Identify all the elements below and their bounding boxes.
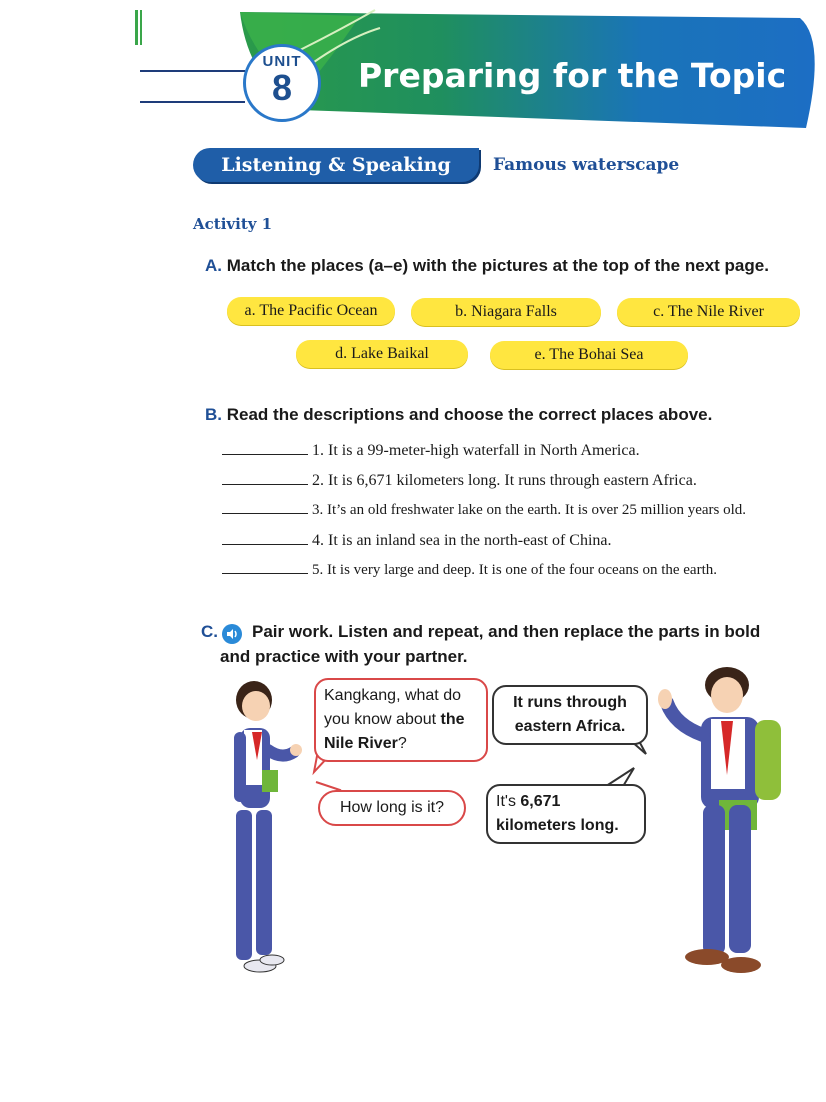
part-c-text-line2: and practice with your partner. [220, 647, 468, 666]
part-c-instruction [201, 622, 218, 642]
speech-bubble-q2 [318, 790, 466, 826]
a2-text-end: kilometers long. [496, 817, 619, 834]
part-a-letter: A. [205, 256, 222, 275]
a2-text-bold: 6,671 [520, 793, 561, 810]
place-option-c[interactable]: c. The Nile River [617, 298, 800, 326]
description-row-2 [222, 472, 697, 490]
place-option-d[interactable]: d. Lake Baikal [296, 340, 468, 368]
part-a-instruction [205, 256, 769, 276]
speech-bubble-q1 [314, 678, 488, 762]
header-rule-top [140, 70, 245, 72]
speaker-icon[interactable] [222, 624, 242, 644]
description-row-5 [222, 562, 717, 579]
q1-text-bold: the Nile River [324, 711, 465, 752]
description-row-1 [222, 442, 640, 460]
section-label: Listening & Speaking [221, 154, 451, 176]
description-row-3 [222, 502, 746, 519]
description-3: 3. It’s an old freshwater lake on the earth. It is over 25 million years old. [312, 502, 747, 518]
section-subtitle: Famous waterscape [493, 155, 680, 175]
unit-label: UNIT [262, 53, 302, 70]
boy-illustration [655, 665, 795, 985]
part-c-letter: C. [201, 622, 218, 641]
part-b-text: Read the descriptions and choose the correct places above. [226, 405, 713, 424]
q2-text: How long is it? [339, 799, 445, 816]
girl-illustration [222, 680, 312, 980]
place-option-a[interactable]: a. The Pacific Ocean [227, 297, 395, 325]
unit-badge [243, 44, 321, 122]
header-rule-bottom [140, 101, 245, 103]
description-2: 2. It is 6,671 kilometers long. It runs through eastern Africa. [312, 472, 697, 489]
activity-label: Activity 1 [193, 215, 273, 233]
answer-blank-2[interactable] [222, 484, 308, 485]
part-c-text-line1: Pair work. Listen and repeat, and then replace the parts in bold [252, 622, 761, 641]
description-1: 1. It is a 99-meter-high waterfall in North America. [312, 442, 640, 459]
place-option-e[interactable]: e. The Bohai Sea [490, 341, 688, 369]
description-5: 5. It is very large and deep. It is one of the four oceans on the earth. [312, 562, 717, 578]
speech-bubble-a1 [492, 685, 648, 745]
description-4: 4. It is an inland sea in the north-east of China. [312, 532, 612, 549]
a1-text: It runs through eastern Africa. [513, 694, 627, 735]
page-title: Preparing for the Topic [358, 56, 787, 95]
answer-blank-1[interactable] [222, 454, 308, 455]
section-pill [193, 148, 479, 182]
speech-bubble-a2 [486, 784, 646, 844]
q1-text-start: Kangkang, what do you know about [324, 687, 461, 728]
answer-blank-5[interactable] [222, 573, 308, 574]
place-option-b[interactable]: b. Niagara Falls [411, 298, 601, 326]
description-row-4 [222, 532, 611, 550]
q1-text-end: ? [397, 735, 407, 752]
a2-text-start: It's [496, 793, 521, 810]
part-b-instruction [205, 405, 712, 425]
part-a-text: Match the places (a–e) with the pictures at the top of the next page. [226, 256, 769, 275]
answer-blank-3[interactable] [222, 513, 308, 514]
answer-blank-4[interactable] [222, 544, 308, 545]
part-b-letter: B. [205, 405, 222, 424]
unit-number: 8 [271, 67, 293, 108]
